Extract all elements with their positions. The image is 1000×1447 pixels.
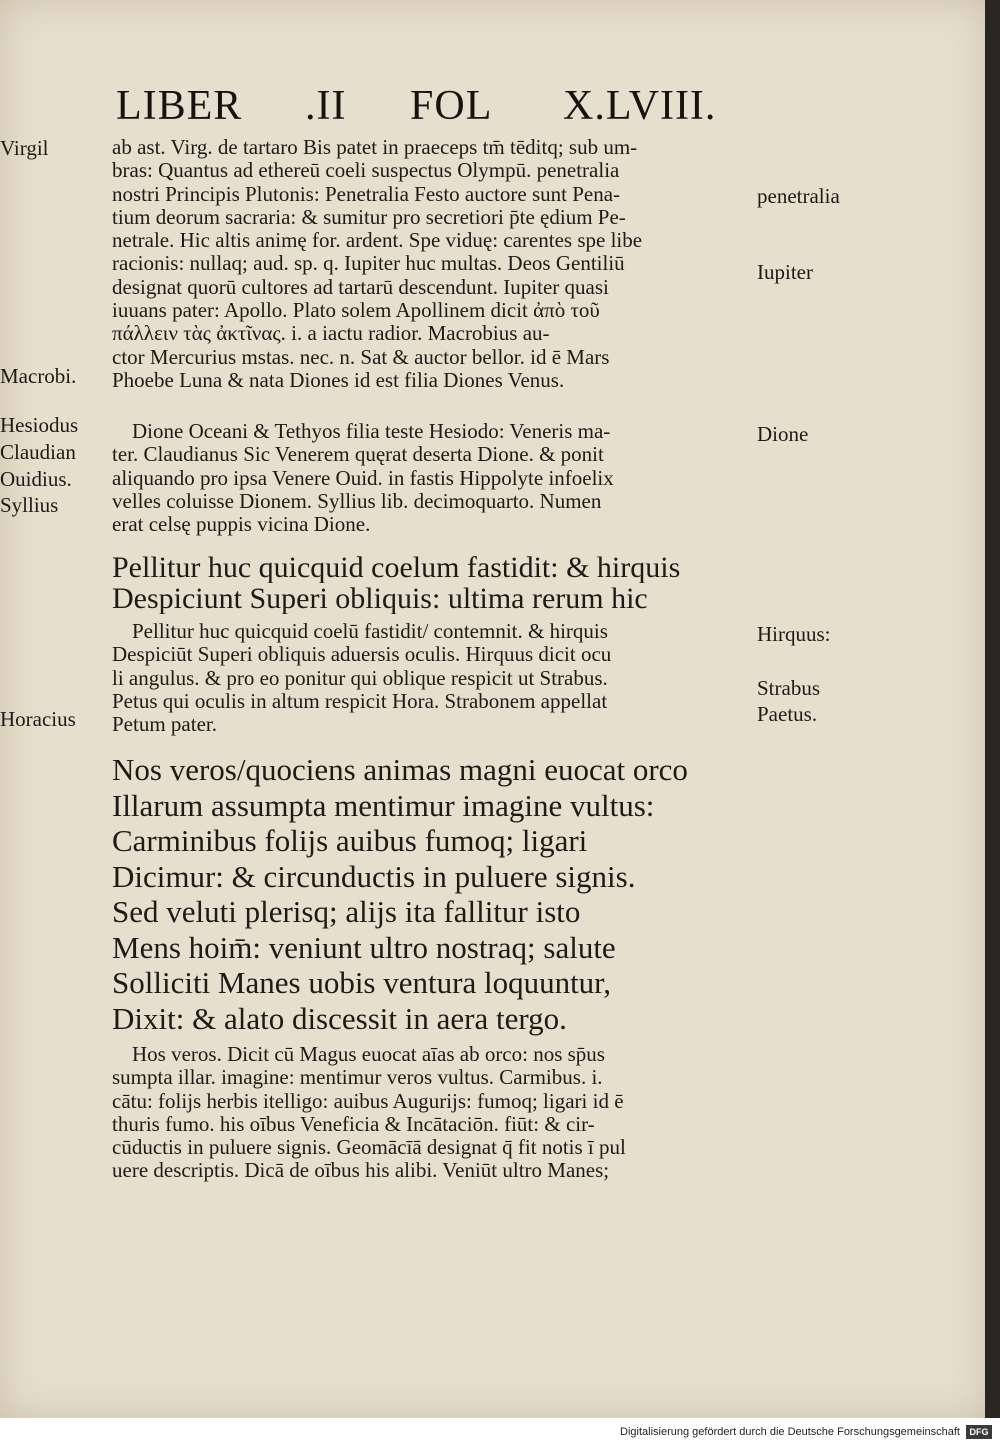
text-line: li angulus. & pro eo ponitur qui oblique respicit ut Strabus. — [112, 666, 608, 690]
commentary-block-4 — [112, 1043, 748, 1183]
text-line: sumpta illar. imagine: mentimur veros vultus. Carmibus. i. — [112, 1066, 603, 1090]
text-line: netrale. Hic altis animę for. ardent. Spe viduę: carentes spe libe — [112, 229, 643, 253]
text-line: uere descriptis. Dicā de oībus his alibi. Veniūt ultro Manes; — [112, 1159, 610, 1183]
verse-block-1 — [112, 552, 748, 614]
text-line: designat quorū cultores ad tartarū descendunt. Iupiter quasi — [112, 275, 609, 299]
header-folio: X.LVIII. — [563, 83, 717, 129]
funding-credit: Digitalisierung gefördert durch die Deutsche Forschungsgemeinschaft — [620, 1426, 960, 1438]
text-line: bras: Quantus ad ethereū coeli suspectus Olympū. penetralia — [112, 159, 620, 183]
verse-line: Despiciunt Superi obliquis: ultima rerum hic — [112, 583, 648, 614]
header-liber: LIBER — [116, 83, 243, 129]
text-line: aliquando pro ipsa Venere Ouid. in fastis Hippolyte infoelix — [112, 466, 614, 490]
text-line: velles coluisse Dionem. Syllius lib. decimoquarto. Numen — [112, 489, 602, 513]
verse-line: Mens hoim̄: veniunt ultro nostraq; salute — [112, 929, 616, 965]
dfg-logo: DFG — [966, 1425, 992, 1439]
text-line: Pellitur huc quicquid coelū fastidit/ contemnit. & hirquis — [132, 620, 608, 643]
text-line: cūductis in puluere signis. Geomācīā designat q̄ fit notis ī pul — [112, 1136, 626, 1160]
commentary-block-1 — [112, 136, 748, 392]
text-line: erat celsę puppis vicina Dione. — [112, 513, 371, 537]
verse-line: Dicimur: & circunductis in puluere signis. — [112, 858, 636, 894]
verse-line: Solliciti Manes uobis ventura loquuntur, — [112, 965, 612, 1000]
margin-note-paetus: Paetus. — [757, 702, 818, 726]
header-book: .II — [305, 83, 347, 129]
verse-line: Carminibus folijs auibus fumoq; ligari — [112, 823, 588, 858]
text-line: Despiciūt Superi obliquis aduersis oculis. Hirquus dicit ocu — [112, 643, 612, 667]
verse-line: Pellitur huc quicquid coelum fastidit: & hirquis — [112, 552, 681, 583]
text-line: Petus qui oculis in altum respicit Hora. Strabonem appellat — [112, 689, 608, 713]
commentary-block-2 — [112, 420, 748, 536]
margin-note-hirquus: Hirquus: — [757, 622, 831, 646]
text-line: Hos veros. Dicit cū Magus euocat aīas ab orco: nos sp̄us — [132, 1043, 605, 1066]
text-line: cātu: folijs herbis itelligo: auibus Augurijs: fumoq; ligari id ē — [112, 1089, 624, 1113]
margin-note-strabus: Strabus — [757, 676, 820, 700]
text-line: ter. Claudianus Sic Venerem quęrat deserta Dione. & ponit — [112, 443, 604, 467]
text-line: thuris fumo. his oībus Veneficia & Incātaciōn. fiūt: & cir- — [112, 1112, 595, 1136]
page-edge-shadow — [985, 0, 1000, 1418]
verse-line: Sed veluti plerisq; alijs ita fallitur isto — [112, 894, 581, 929]
text-line: nostri Principis Plutonis: Penetralia Festo auctore sunt Pena- — [112, 182, 621, 206]
text-line: ctor Mercurius mstas. nec. n. Sat & auctor bellor. id ē Mars — [112, 345, 610, 369]
text-line: Dione Oceani & Tethyos filia teste Hesiodo: Veneris ma- — [132, 420, 611, 443]
verse-line: Illarum assumpta mentimur imagine vultus: — [112, 787, 655, 823]
text-line: Phoebe Luna & nata Diones id est filia Diones Venus. — [112, 368, 565, 392]
margin-note-penetralia: penetralia — [757, 184, 840, 208]
margin-note-dione: Dione — [757, 422, 809, 446]
margin-note-ouidius: Ouidius. — [0, 467, 72, 491]
text-line: ab ast. Virg. de tartaro Bis patet in praeceps tm̄ tēditq; sub um- — [112, 136, 638, 159]
verse-block-2 — [112, 752, 748, 1036]
text-line: πάλλειν τὰς ἀκτῖνας. i. a iactu radior. Macrobius au- — [112, 322, 550, 346]
margin-note-syllius: Syllius — [0, 493, 59, 517]
text-line: iuuans pater: Apollo. Plato solem Apollinem dicit ἀπὸ τοῦ — [112, 299, 600, 323]
margin-note-claudian: Claudian — [0, 440, 76, 464]
verse-line: Dixit: & alato discessit in aera tergo. — [112, 1000, 567, 1036]
margin-note-virgil: Virgil — [0, 136, 49, 160]
text-line: tium deorum sacraria: & sumitur pro secretiori p̄te ędium Pe- — [112, 205, 626, 229]
margin-note-iupiter: Iupiter — [757, 260, 813, 284]
text-line: racionis: nullaq; aud. sp. q. Iupiter huc multas. Deos Gentiliū — [112, 252, 625, 276]
footer-bar — [0, 1418, 1000, 1447]
verse-line: Nos veros/quociens animas magni euocat orco — [112, 752, 688, 787]
header-fol: FOL — [410, 83, 493, 129]
margin-note-macrobius: Macrobi. — [0, 364, 77, 388]
commentary-block-3 — [112, 620, 748, 736]
text-line: Petum pater. — [112, 713, 217, 737]
margin-note-horacius: Horacius — [0, 707, 76, 731]
margin-note-hesiodus: Hesiodus — [0, 413, 79, 437]
running-header — [0, 82, 988, 129]
